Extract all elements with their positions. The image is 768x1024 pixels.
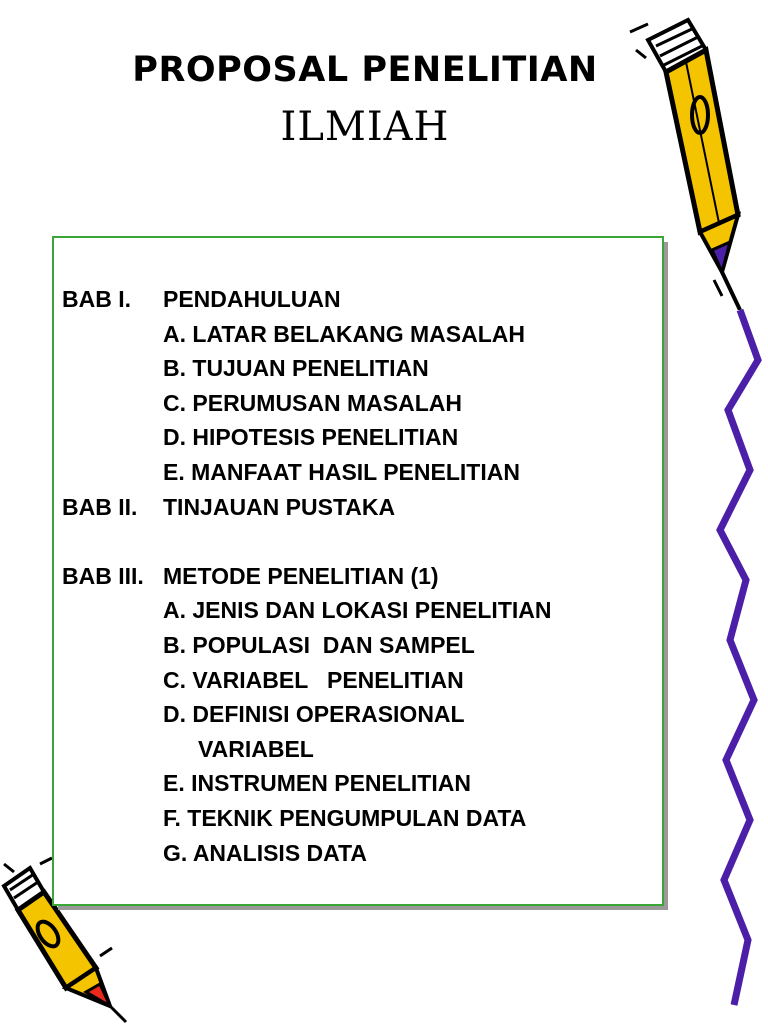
toc-entry-text: C. VARIABEL PENELITIAN — [163, 666, 464, 693]
toc-entry-text: VARIABEL — [198, 735, 314, 762]
toc-entry-text: A. JENIS DAN LOKASI PENELITIAN — [163, 597, 552, 624]
zigzag-scribble-icon — [690, 300, 768, 1020]
toc-entry-text: E. INSTRUMEN PENELITIAN — [163, 770, 471, 797]
toc-entry-text: D. DEFINISI OPERASIONAL — [163, 701, 465, 728]
toc-entry-text: B. POPULASI DAN SAMPEL — [163, 631, 475, 658]
toc-chapter-label: BAB III. — [62, 562, 144, 589]
title-line-2: ILMIAH — [280, 104, 450, 150]
toc-entry-text: B. TUJUAN PENELITIAN — [163, 355, 429, 382]
toc-entry-text: C. PERUMUSAN MASALAH — [163, 389, 462, 416]
toc-entry-text: PENDAHULUAN — [163, 286, 341, 312]
toc-entry-text: METODE PENELITIAN (1) — [163, 562, 439, 589]
toc-entry-text: F. TEKNIK PENGUMPULAN DATA — [163, 804, 527, 831]
title-line-1: PROPOSAL PENELITIAN — [132, 50, 598, 90]
toc-entry-text: TINJAUAN PUSTAKA — [163, 493, 396, 520]
toc-entry-text: A. LATAR BELAKANG MASALAH — [163, 320, 526, 347]
toc-entry-text: D. HIPOTESIS PENELITIAN — [163, 424, 459, 451]
toc-chapter-label: BAB II. — [62, 493, 138, 520]
toc-chapter-label: BAB I. — [62, 286, 131, 312]
toc-entry-text: E. MANFAAT HASIL PENELITIAN — [163, 458, 520, 485]
toc-entry-text: G. ANALISIS DATA — [163, 839, 368, 866]
